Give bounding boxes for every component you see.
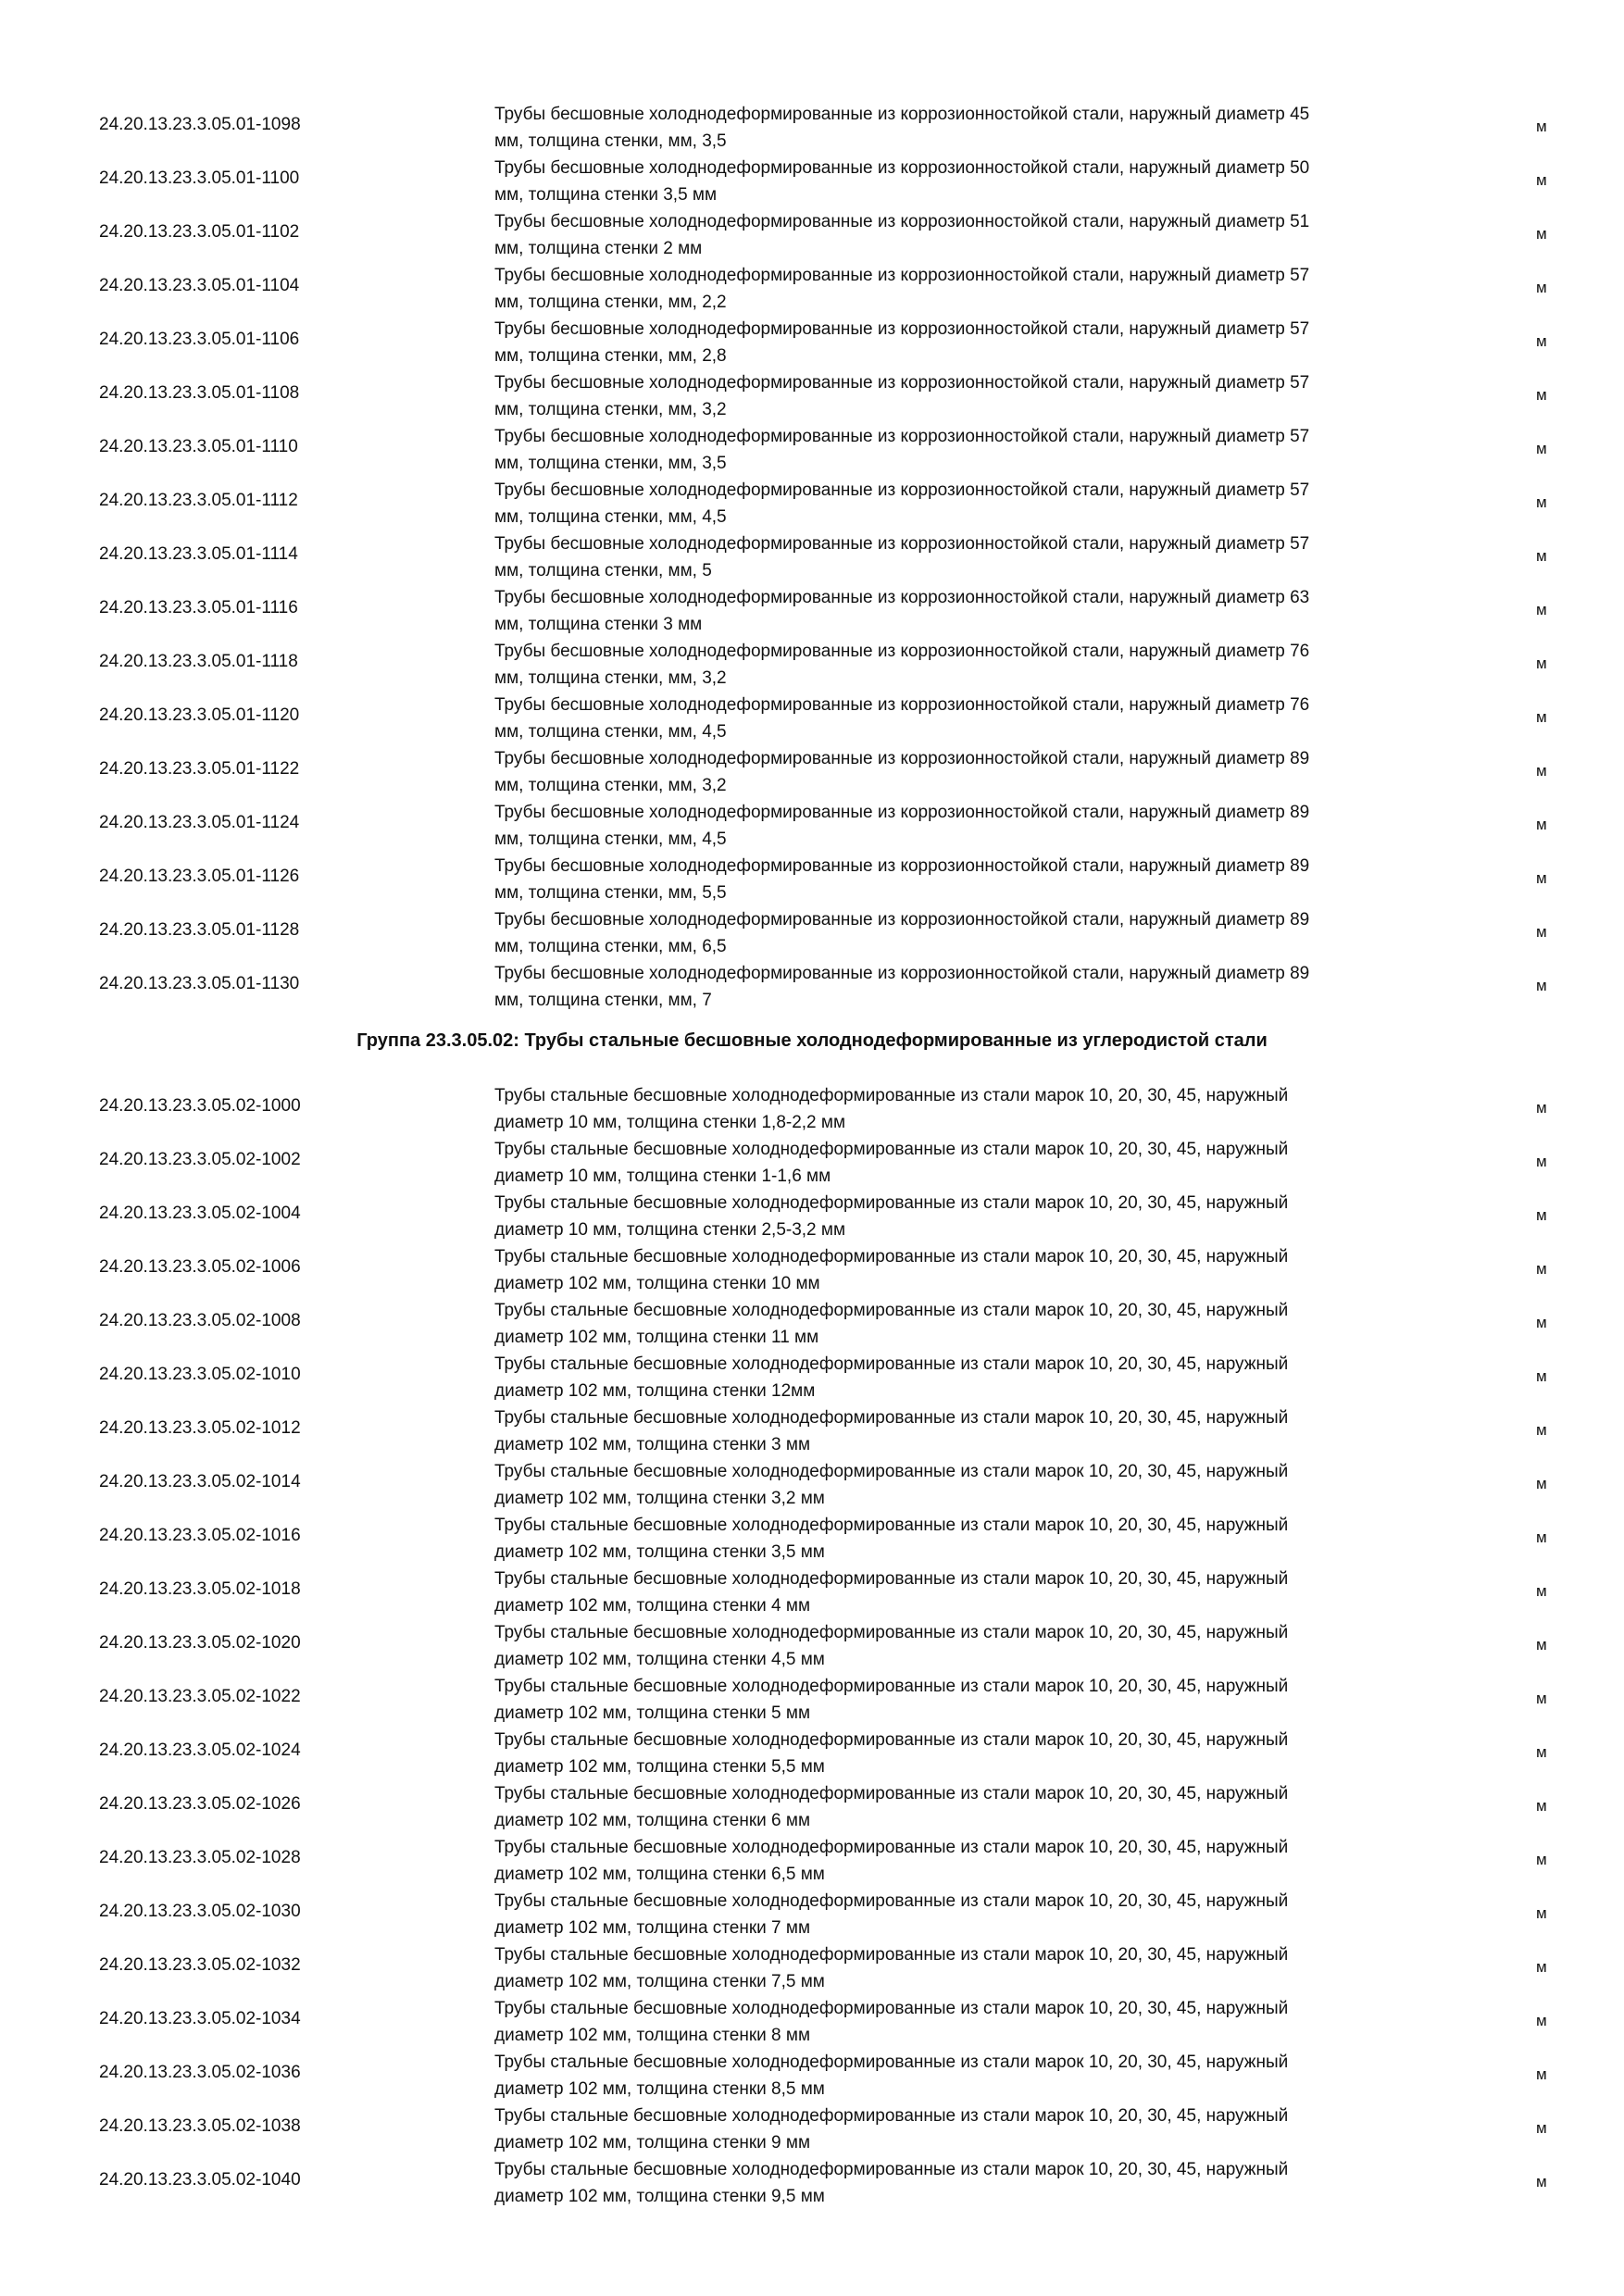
group-1-table bbox=[0, 99, 1624, 1012]
table-row bbox=[0, 99, 1624, 153]
table-row bbox=[0, 1832, 1624, 1886]
description-line-2: диаметр 10 мм, толщина стенки 1,8-2,2 мм bbox=[494, 1113, 846, 1132]
unit-of-measure: м bbox=[1536, 1958, 1547, 1976]
unit-of-measure: м bbox=[1536, 1690, 1547, 1707]
table-row bbox=[0, 743, 1624, 797]
description-line-1: Трубы бесшовные холоднодеформированные из коррозионностойкой стали, наружный диаметр 63 bbox=[494, 588, 1310, 607]
resource-code: 24.20.13.23.3.05.02-1016 bbox=[99, 1526, 301, 1545]
description-line-2: диаметр 102 мм, толщина стенки 8,5 мм bbox=[494, 2079, 825, 2099]
resource-code: 24.20.13.23.3.05.01-1128 bbox=[99, 920, 300, 940]
unit-of-measure: м bbox=[1536, 1314, 1547, 1331]
description-line-2: мм, толщина стенки, мм, 5 bbox=[494, 561, 712, 580]
resource-description bbox=[494, 1566, 1457, 1619]
resource-description bbox=[494, 1888, 1457, 1941]
table-row bbox=[0, 851, 1624, 905]
description-line-2: диаметр 102 мм, толщина стенки 9,5 мм bbox=[494, 2187, 825, 2206]
table-row bbox=[0, 1456, 1624, 1510]
table-row bbox=[0, 1617, 1624, 1671]
resource-code: 24.20.13.23.3.05.01-1118 bbox=[99, 652, 298, 671]
resource-code: 24.20.13.23.3.05.02-1036 bbox=[99, 2063, 301, 2082]
resource-description bbox=[494, 1190, 1457, 1243]
resource-description bbox=[494, 1082, 1457, 1136]
unit-of-measure: м bbox=[1536, 1206, 1547, 1224]
resource-code: 24.20.13.23.3.05.02-1000 bbox=[99, 1096, 301, 1116]
table-row bbox=[0, 314, 1624, 368]
resource-description bbox=[494, 155, 1457, 208]
resource-code: 24.20.13.23.3.05.02-1008 bbox=[99, 1311, 301, 1330]
description-line-2: диаметр 102 мм, толщина стенки 7 мм bbox=[494, 1918, 811, 1938]
description-line-2: мм, толщина стенки 3,5 мм bbox=[494, 185, 718, 205]
table-row bbox=[0, 1778, 1624, 1832]
description-line-2: диаметр 102 мм, толщина стенки 10 мм bbox=[494, 1274, 820, 1293]
description-line-1: Трубы бесшовные холоднодеформированные из коррозионностойкой стали, наружный диаметр 89 bbox=[494, 964, 1310, 983]
unit-of-measure: м bbox=[1536, 1743, 1547, 1761]
table-row bbox=[0, 475, 1624, 529]
unit-of-measure: м bbox=[1536, 1636, 1547, 1653]
table-row bbox=[0, 1993, 1624, 2047]
unit-of-measure: м bbox=[1536, 1529, 1547, 1546]
unit-of-measure: м bbox=[1536, 762, 1547, 780]
resource-description bbox=[494, 477, 1457, 530]
unit-of-measure: м bbox=[1536, 655, 1547, 672]
resource-description bbox=[494, 208, 1457, 262]
description-line-1: Трубы стальные бесшовные холоднодеформированные из стали марок 10, 20, 30, 45, наружный bbox=[494, 1891, 1289, 1911]
table-row bbox=[0, 1080, 1624, 1134]
description-line-1: Трубы бесшовные холоднодеформированные из коррозионностойкой стали, наружный диаметр 76 bbox=[494, 695, 1310, 715]
resource-description bbox=[494, 101, 1457, 155]
unit-of-measure: м bbox=[1536, 493, 1547, 511]
unit-of-measure: м bbox=[1536, 118, 1547, 135]
resource-description bbox=[494, 1136, 1457, 1190]
description-line-1: Трубы стальные бесшовные холоднодеформированные из стали марок 10, 20, 30, 45, наружный bbox=[494, 1999, 1289, 2018]
resource-description bbox=[494, 1512, 1457, 1566]
unit-of-measure: м bbox=[1536, 816, 1547, 833]
description-line-2: мм, толщина стенки, мм, 5,5 bbox=[494, 883, 727, 903]
resource-code: 24.20.13.23.3.05.02-1040 bbox=[99, 2170, 301, 2190]
description-line-2: мм, толщина стенки 3 мм bbox=[494, 615, 703, 634]
description-line-1: Трубы бесшовные холоднодеформированные из коррозионностойкой стали, наружный диаметр 45 bbox=[494, 105, 1310, 124]
table-row bbox=[0, 1403, 1624, 1456]
description-line-1: Трубы стальные бесшовные холоднодеформированные из стали марок 10, 20, 30, 45, наружный bbox=[494, 2106, 1289, 2126]
description-line-1: Трубы стальные бесшовные холоднодеформированные из стали марок 10, 20, 30, 45, наружный bbox=[494, 1516, 1289, 1535]
description-line-1: Трубы стальные бесшовные холоднодеформированные из стали марок 10, 20, 30, 45, наружный bbox=[494, 1086, 1289, 1105]
resource-code: 24.20.13.23.3.05.01-1098 bbox=[99, 115, 301, 134]
table-row bbox=[0, 1564, 1624, 1617]
resource-description bbox=[494, 1458, 1457, 1512]
unit-of-measure: м bbox=[1536, 2173, 1547, 2190]
resource-code: 24.20.13.23.3.05.02-1010 bbox=[99, 1365, 301, 1384]
table-row bbox=[0, 1295, 1624, 1349]
table-row bbox=[0, 2154, 1624, 2208]
unit-of-measure: м bbox=[1536, 1475, 1547, 1492]
description-line-1: Трубы стальные бесшовные холоднодеформированные из стали марок 10, 20, 30, 45, наружный bbox=[494, 1408, 1289, 1428]
table-row bbox=[0, 1671, 1624, 1725]
description-line-1: Трубы бесшовные холоднодеформированные из коррозионностойкой стали, наружный диаметр 51 bbox=[494, 212, 1310, 231]
description-line-1: Трубы бесшовные холоднодеформированные из коррозионностойкой стали, наружный диаметр 57 bbox=[494, 319, 1310, 339]
resource-code: 24.20.13.23.3.05.02-1022 bbox=[99, 1687, 301, 1706]
resource-code: 24.20.13.23.3.05.01-1104 bbox=[99, 276, 300, 295]
unit-of-measure: м bbox=[1536, 1797, 1547, 1815]
resource-description bbox=[494, 2049, 1457, 2103]
resource-code: 24.20.13.23.3.05.02-1004 bbox=[99, 1204, 301, 1223]
description-line-1: Трубы стальные бесшовные холоднодеформированные из стали марок 10, 20, 30, 45, наружный bbox=[494, 1838, 1289, 1857]
description-line-1: Трубы стальные бесшовные холоднодеформированные из стали марок 10, 20, 30, 45, наружный bbox=[494, 2053, 1289, 2072]
resource-description bbox=[494, 906, 1457, 960]
description-line-2: диаметр 102 мм, толщина стенки 6,5 мм bbox=[494, 1865, 825, 1884]
table-row bbox=[0, 1349, 1624, 1403]
resource-description bbox=[494, 262, 1457, 316]
group-2-table bbox=[0, 1080, 1624, 2208]
resource-description bbox=[494, 423, 1457, 477]
resource-description bbox=[494, 1941, 1457, 1995]
description-line-2: диаметр 102 мм, толщина стенки 5,5 мм bbox=[494, 1757, 825, 1777]
description-line-1: Трубы стальные бесшовные холоднодеформированные из стали марок 10, 20, 30, 45, наружный bbox=[494, 1140, 1289, 1159]
resource-code: 24.20.13.23.3.05.02-1028 bbox=[99, 1848, 301, 1867]
unit-of-measure: м bbox=[1536, 708, 1547, 726]
unit-of-measure: м bbox=[1536, 1367, 1547, 1385]
description-line-2: мм, толщина стенки, мм, 3,5 bbox=[494, 454, 727, 473]
resource-code: 24.20.13.23.3.05.02-1020 bbox=[99, 1633, 301, 1653]
table-row bbox=[0, 797, 1624, 851]
resource-description bbox=[494, 1243, 1457, 1297]
resource-code: 24.20.13.23.3.05.01-1100 bbox=[99, 168, 300, 188]
resource-description bbox=[494, 316, 1457, 369]
resource-code: 24.20.13.23.3.05.02-1012 bbox=[99, 1418, 301, 1438]
resource-description bbox=[494, 584, 1457, 638]
description-line-2: мм, толщина стенки 2 мм bbox=[494, 239, 703, 258]
resource-description bbox=[494, 530, 1457, 584]
resource-code: 24.20.13.23.3.05.02-1018 bbox=[99, 1579, 301, 1599]
description-line-2: мм, толщина стенки, мм, 6,5 bbox=[494, 937, 727, 956]
table-row bbox=[0, 529, 1624, 582]
description-line-2: мм, толщина стенки, мм, 3,5 bbox=[494, 131, 727, 151]
unit-of-measure: м bbox=[1536, 225, 1547, 243]
description-line-2: мм, толщина стенки, мм, 4,5 bbox=[494, 507, 727, 527]
unit-of-measure: м bbox=[1536, 601, 1547, 618]
resource-description bbox=[494, 2103, 1457, 2156]
resource-code: 24.20.13.23.3.05.01-1110 bbox=[99, 437, 298, 456]
unit-of-measure: м bbox=[1536, 386, 1547, 404]
resource-code: 24.20.13.23.3.05.02-1032 bbox=[99, 1955, 301, 1975]
table-row bbox=[0, 206, 1624, 260]
unit-of-measure: м bbox=[1536, 1421, 1547, 1439]
table-row bbox=[0, 153, 1624, 206]
description-line-1: Трубы стальные бесшовные холоднодеформированные из стали марок 10, 20, 30, 45, наружный bbox=[494, 1945, 1289, 1965]
resource-code: 24.20.13.23.3.05.02-1038 bbox=[99, 2116, 301, 2136]
description-line-1: Трубы стальные бесшовные холоднодеформированные из стали марок 10, 20, 30, 45, наружный bbox=[494, 1784, 1289, 1803]
unit-of-measure: м bbox=[1536, 440, 1547, 457]
resource-description bbox=[494, 1673, 1457, 1727]
resource-description bbox=[494, 1834, 1457, 1888]
resource-description bbox=[494, 1351, 1457, 1404]
resource-description bbox=[494, 1780, 1457, 1834]
description-line-2: мм, толщина стенки, мм, 2,8 bbox=[494, 346, 727, 366]
resource-code: 24.20.13.23.3.05.01-1126 bbox=[99, 867, 300, 886]
resource-code: 24.20.13.23.3.05.01-1102 bbox=[99, 222, 300, 242]
description-line-2: диаметр 102 мм, толщина стенки 3,5 мм bbox=[494, 1542, 825, 1562]
unit-of-measure: м bbox=[1536, 1582, 1547, 1600]
description-line-1: Трубы стальные бесшовные холоднодеформированные из стали марок 10, 20, 30, 45, наружный bbox=[494, 1462, 1289, 1481]
table-row bbox=[0, 1134, 1624, 1188]
resource-description bbox=[494, 638, 1457, 692]
table-row bbox=[0, 1886, 1624, 1940]
unit-of-measure: м bbox=[1536, 977, 1547, 994]
table-row bbox=[0, 260, 1624, 314]
description-line-1: Трубы бесшовные холоднодеформированные из коррозионностойкой стали, наружный диаметр 89 bbox=[494, 910, 1310, 930]
resource-description bbox=[494, 1404, 1457, 1458]
resource-code: 24.20.13.23.3.05.02-1030 bbox=[99, 1902, 301, 1921]
table-row bbox=[0, 1725, 1624, 1778]
resource-description bbox=[494, 692, 1457, 745]
resource-description bbox=[494, 369, 1457, 423]
description-line-1: Трубы бесшовные холоднодеформированные из коррозионностойкой стали, наружный диаметр 57 bbox=[494, 427, 1310, 446]
description-line-2: диаметр 102 мм, толщина стенки 9 мм bbox=[494, 2133, 811, 2152]
table-row bbox=[0, 582, 1624, 636]
resource-code: 24.20.13.23.3.05.02-1034 bbox=[99, 2009, 301, 2028]
resource-code: 24.20.13.23.3.05.02-1006 bbox=[99, 1257, 301, 1277]
description-line-2: мм, толщина стенки, мм, 4,5 bbox=[494, 722, 727, 742]
description-line-1: Трубы стальные бесшовные холоднодеформированные из стали марок 10, 20, 30, 45, наружный bbox=[494, 1569, 1289, 1589]
description-line-1: Трубы стальные бесшовные холоднодеформированные из стали марок 10, 20, 30, 45, наружный bbox=[494, 1301, 1289, 1320]
description-line-1: Трубы бесшовные холоднодеформированные из коррозионностойкой стали, наружный диаметр 57 bbox=[494, 534, 1310, 554]
resource-description bbox=[494, 1995, 1457, 2049]
table-row bbox=[0, 1242, 1624, 1295]
resource-description bbox=[494, 799, 1457, 853]
description-line-2: мм, толщина стенки, мм, 4,5 bbox=[494, 830, 727, 849]
resource-code: 24.20.13.23.3.05.01-1122 bbox=[99, 759, 300, 779]
resource-description bbox=[494, 1619, 1457, 1673]
description-line-2: диаметр 102 мм, толщина стенки 4 мм bbox=[494, 1596, 811, 1616]
description-line-2: диаметр 102 мм, толщина стенки 6 мм bbox=[494, 1811, 811, 1830]
description-line-2: мм, толщина стенки, мм, 7 bbox=[494, 991, 712, 1010]
description-line-1: Трубы бесшовные холоднодеформированные из коррозионностойкой стали, наружный диаметр 89 bbox=[494, 749, 1310, 768]
unit-of-measure: м bbox=[1536, 1099, 1547, 1117]
resource-code: 24.20.13.23.3.05.02-1002 bbox=[99, 1150, 301, 1169]
resource-code: 24.20.13.23.3.05.01-1112 bbox=[99, 491, 298, 510]
resource-description bbox=[494, 745, 1457, 799]
description-line-1: Трубы стальные бесшовные холоднодеформированные из стали марок 10, 20, 30, 45, наружный bbox=[494, 1193, 1289, 1213]
unit-of-measure: м bbox=[1536, 2065, 1547, 2083]
resource-description bbox=[494, 1727, 1457, 1780]
description-line-1: Трубы стальные бесшовные холоднодеформированные из стали марок 10, 20, 30, 45, наружный bbox=[494, 1677, 1289, 1696]
table-row bbox=[0, 1510, 1624, 1564]
description-line-1: Трубы стальные бесшовные холоднодеформированные из стали марок 10, 20, 30, 45, наружный bbox=[494, 2160, 1289, 2179]
description-line-2: диаметр 102 мм, толщина стенки 7,5 мм bbox=[494, 1972, 825, 1991]
table-row bbox=[0, 636, 1624, 690]
description-line-2: диаметр 102 мм, толщина стенки 11 мм bbox=[494, 1328, 819, 1347]
resource-code: 24.20.13.23.3.05.01-1116 bbox=[99, 598, 298, 618]
table-row bbox=[0, 2047, 1624, 2101]
unit-of-measure: м bbox=[1536, 332, 1547, 350]
table-row bbox=[0, 1940, 1624, 1993]
unit-of-measure: м bbox=[1536, 2119, 1547, 2137]
resource-code: 24.20.13.23.3.05.02-1026 bbox=[99, 1794, 301, 1814]
description-line-1: Трубы бесшовные холоднодеформированные из коррозионностойкой стали, наружный диаметр 76 bbox=[494, 642, 1310, 661]
unit-of-measure: м bbox=[1536, 1260, 1547, 1278]
resource-code: 24.20.13.23.3.05.02-1024 bbox=[99, 1741, 301, 1760]
table-row bbox=[0, 958, 1624, 1012]
table-row bbox=[0, 690, 1624, 743]
resource-code: 24.20.13.23.3.05.01-1124 bbox=[99, 813, 300, 832]
description-line-1: Трубы бесшовные холоднодеформированные из коррозионностойкой стали, наружный диаметр 57 bbox=[494, 373, 1310, 393]
description-line-2: диаметр 10 мм, толщина стенки 2,5-3,2 мм bbox=[494, 1220, 846, 1240]
unit-of-measure: м bbox=[1536, 869, 1547, 887]
description-line-2: диаметр 102 мм, толщина стенки 8 мм bbox=[494, 2026, 811, 2045]
description-line-1: Трубы стальные бесшовные холоднодеформированные из стали марок 10, 20, 30, 45, наружный bbox=[494, 1730, 1289, 1750]
description-line-2: мм, толщина стенки, мм, 3,2 bbox=[494, 400, 727, 419]
resource-code: 24.20.13.23.3.05.01-1108 bbox=[99, 383, 300, 403]
table-row bbox=[0, 368, 1624, 421]
unit-of-measure: м bbox=[1536, 547, 1547, 565]
description-line-2: диаметр 102 мм, толщина стенки 3 мм bbox=[494, 1435, 811, 1454]
description-line-2: диаметр 102 мм, толщина стенки 3,2 мм bbox=[494, 1489, 825, 1508]
description-line-1: Трубы бесшовные холоднодеформированные из коррозионностойкой стали, наружный диаметр 57 bbox=[494, 480, 1310, 500]
group-heading: Группа 23.3.05.02: Трубы стальные бесшовные холоднодеформированные из углеродистой стали bbox=[356, 1030, 1268, 1051]
description-line-1: Трубы стальные бесшовные холоднодеформированные из стали марок 10, 20, 30, 45, наружный bbox=[494, 1354, 1289, 1374]
unit-of-measure: м bbox=[1536, 1153, 1547, 1170]
description-line-1: Трубы стальные бесшовные холоднодеформированные из стали марок 10, 20, 30, 45, наружный bbox=[494, 1623, 1289, 1642]
description-line-1: Трубы бесшовные холоднодеформированные из коррозионностойкой стали, наружный диаметр 50 bbox=[494, 158, 1310, 178]
resource-code: 24.20.13.23.3.05.01-1106 bbox=[99, 330, 300, 349]
resource-description bbox=[494, 853, 1457, 906]
description-line-2: мм, толщина стенки, мм, 3,2 bbox=[494, 776, 727, 795]
description-line-1: Трубы стальные бесшовные холоднодеформированные из стали марок 10, 20, 30, 45, наружный bbox=[494, 1247, 1289, 1267]
description-line-1: Трубы бесшовные холоднодеформированные из коррозионностойкой стали, наружный диаметр 89 bbox=[494, 803, 1310, 822]
description-line-2: диаметр 102 мм, толщина стенки 5 мм bbox=[494, 1703, 811, 1723]
resource-description bbox=[494, 1297, 1457, 1351]
unit-of-measure: м bbox=[1536, 1851, 1547, 1868]
description-line-1: Трубы бесшовные холоднодеформированные из коррозионностойкой стали, наружный диаметр 89 bbox=[494, 856, 1310, 876]
description-line-2: диаметр 10 мм, толщина стенки 1-1,6 мм bbox=[494, 1167, 831, 1186]
resource-code: 24.20.13.23.3.05.01-1114 bbox=[99, 544, 298, 564]
resource-description bbox=[494, 2156, 1457, 2210]
resource-code: 24.20.13.23.3.05.01-1120 bbox=[99, 705, 300, 725]
table-row bbox=[0, 1188, 1624, 1242]
description-line-2: диаметр 102 мм, толщина стенки 4,5 мм bbox=[494, 1650, 825, 1669]
unit-of-measure: м bbox=[1536, 279, 1547, 296]
table-row bbox=[0, 905, 1624, 958]
resource-description bbox=[494, 960, 1457, 1014]
resource-code: 24.20.13.23.3.05.01-1130 bbox=[99, 974, 300, 993]
resource-code: 24.20.13.23.3.05.02-1014 bbox=[99, 1472, 301, 1491]
table-row bbox=[0, 2101, 1624, 2154]
description-line-1: Трубы бесшовные холоднодеформированные из коррозионностойкой стали, наружный диаметр 57 bbox=[494, 266, 1310, 285]
unit-of-measure: м bbox=[1536, 171, 1547, 189]
description-line-2: мм, толщина стенки, мм, 2,2 bbox=[494, 293, 727, 312]
description-line-2: диаметр 102 мм, толщина стенки 12мм bbox=[494, 1381, 816, 1401]
description-line-2: мм, толщина стенки, мм, 3,2 bbox=[494, 668, 727, 688]
table-row bbox=[0, 421, 1624, 475]
unit-of-measure: м bbox=[1536, 2012, 1547, 2029]
unit-of-measure: м bbox=[1536, 1904, 1547, 1922]
unit-of-measure: м bbox=[1536, 923, 1547, 941]
